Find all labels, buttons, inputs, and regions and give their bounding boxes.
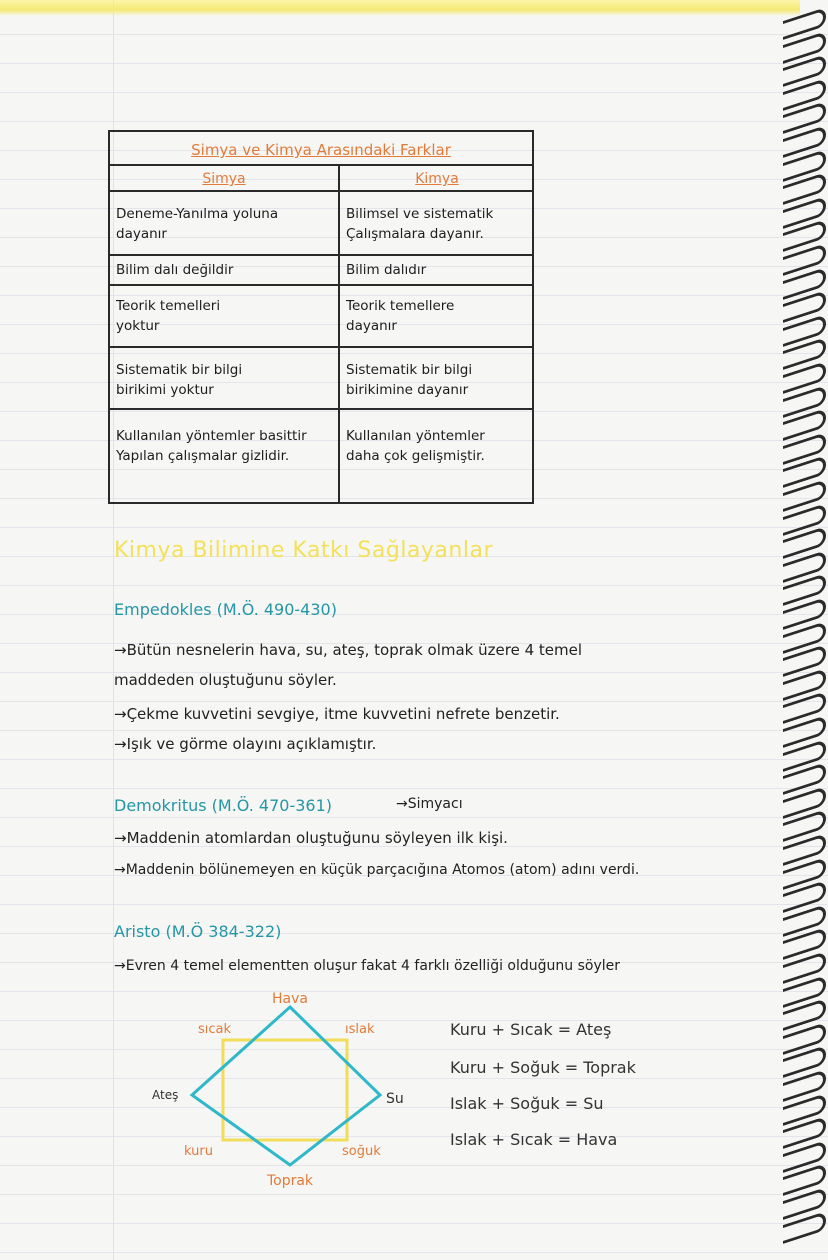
spiral-binding [782,14,828,1254]
section-heading: Kimya Bilimine Katkı Sağlayanlar [114,538,493,563]
note-line: →Maddenin atomlardan oluştuğunu söyleyen ilk kişi. [114,829,508,847]
table-cell-simya: Teorik temelleri yoktur [116,298,221,334]
person-name-demokritus: Demokritus (M.Ö. 470-361) [114,796,333,815]
header-simya: Simya [202,171,246,187]
table-title: Simya ve Kimya Arasındaki Farklar [110,132,532,166]
table-cell-kimya: Bilimsel ve sistematik Çalışmalara dayanır. [346,206,494,242]
qualities-square [223,1040,347,1140]
table-cell-simya: Bilim dalı değildir [116,262,234,278]
person-name-empedokles: Empedokles (M.Ö. 490-430) [114,600,337,619]
label-sicak: sıcak [198,1022,232,1037]
equation: Kuru + Sıcak = Ateş [450,1020,612,1039]
row-divider [110,346,532,348]
equation: Islak + Soğuk = Su [450,1094,604,1113]
note-line: →Çekme kuvvetini sevgiye, itme kuvvetini nefrete benzetir. [114,705,560,723]
label-ates: Ateş [152,1088,179,1102]
label-su: Su [386,1091,404,1107]
label-toprak: Toprak [266,1173,314,1189]
row-divider [110,254,532,256]
label-soguk: soğuk [342,1144,381,1159]
header-kimya: Kimya [415,171,459,187]
label-kuru: kuru [184,1144,213,1159]
table-cell-kimya: Bilim dalıdır [346,262,427,278]
note-line: →Bütün nesnelerin hava, su, ateş, toprak olmak üzere 4 temel [114,641,583,659]
note-line: →Evren 4 temel elementten oluşur fakat 4 farklı özelliği olduğunu söyler [114,958,620,974]
column-divider [338,166,340,504]
note-line: maddeden oluştuğunu söyler. [114,671,337,689]
comparison-table [108,130,534,504]
person-name-aristo: Aristo (M.Ö 384-322) [114,922,282,941]
note-line: →Maddenin bölünemeyen en küçük parçacığına Atomos (atom) adını verdi. [114,862,640,878]
row-divider [110,408,532,410]
equation: Kuru + Soğuk = Toprak [450,1058,636,1077]
table-cell-kimya: Sistematik bir bilgi birikimine dayanır [346,362,473,398]
elements-diagram [140,985,440,1195]
note-line: →Işık ve görme olayını açıklamıştır. [114,735,377,753]
table-cell-simya: Deneme-Yanılma yoluna dayanır [116,206,279,242]
row-divider [110,284,532,286]
label-hava: Hava [272,991,308,1007]
equation: Islak + Sıcak = Hava [450,1130,618,1149]
label-islak: ıslak [345,1022,375,1037]
table-cell-kimya: Kullanılan yöntemler daha çok gelişmiştir. [346,428,485,464]
highlight-strip [0,0,800,16]
row-divider [110,190,532,192]
table-cell-kimya: Teorik temellere dayanır [346,298,455,334]
person-note-suffix: →Simyacı [396,796,463,812]
table-cell-simya: Sistematik bir bilgi birikimi yoktur [116,362,243,398]
table-cell-simya: Kullanılan yöntemler basittir Yapılan çalışmalar gizlidir. [116,428,307,464]
